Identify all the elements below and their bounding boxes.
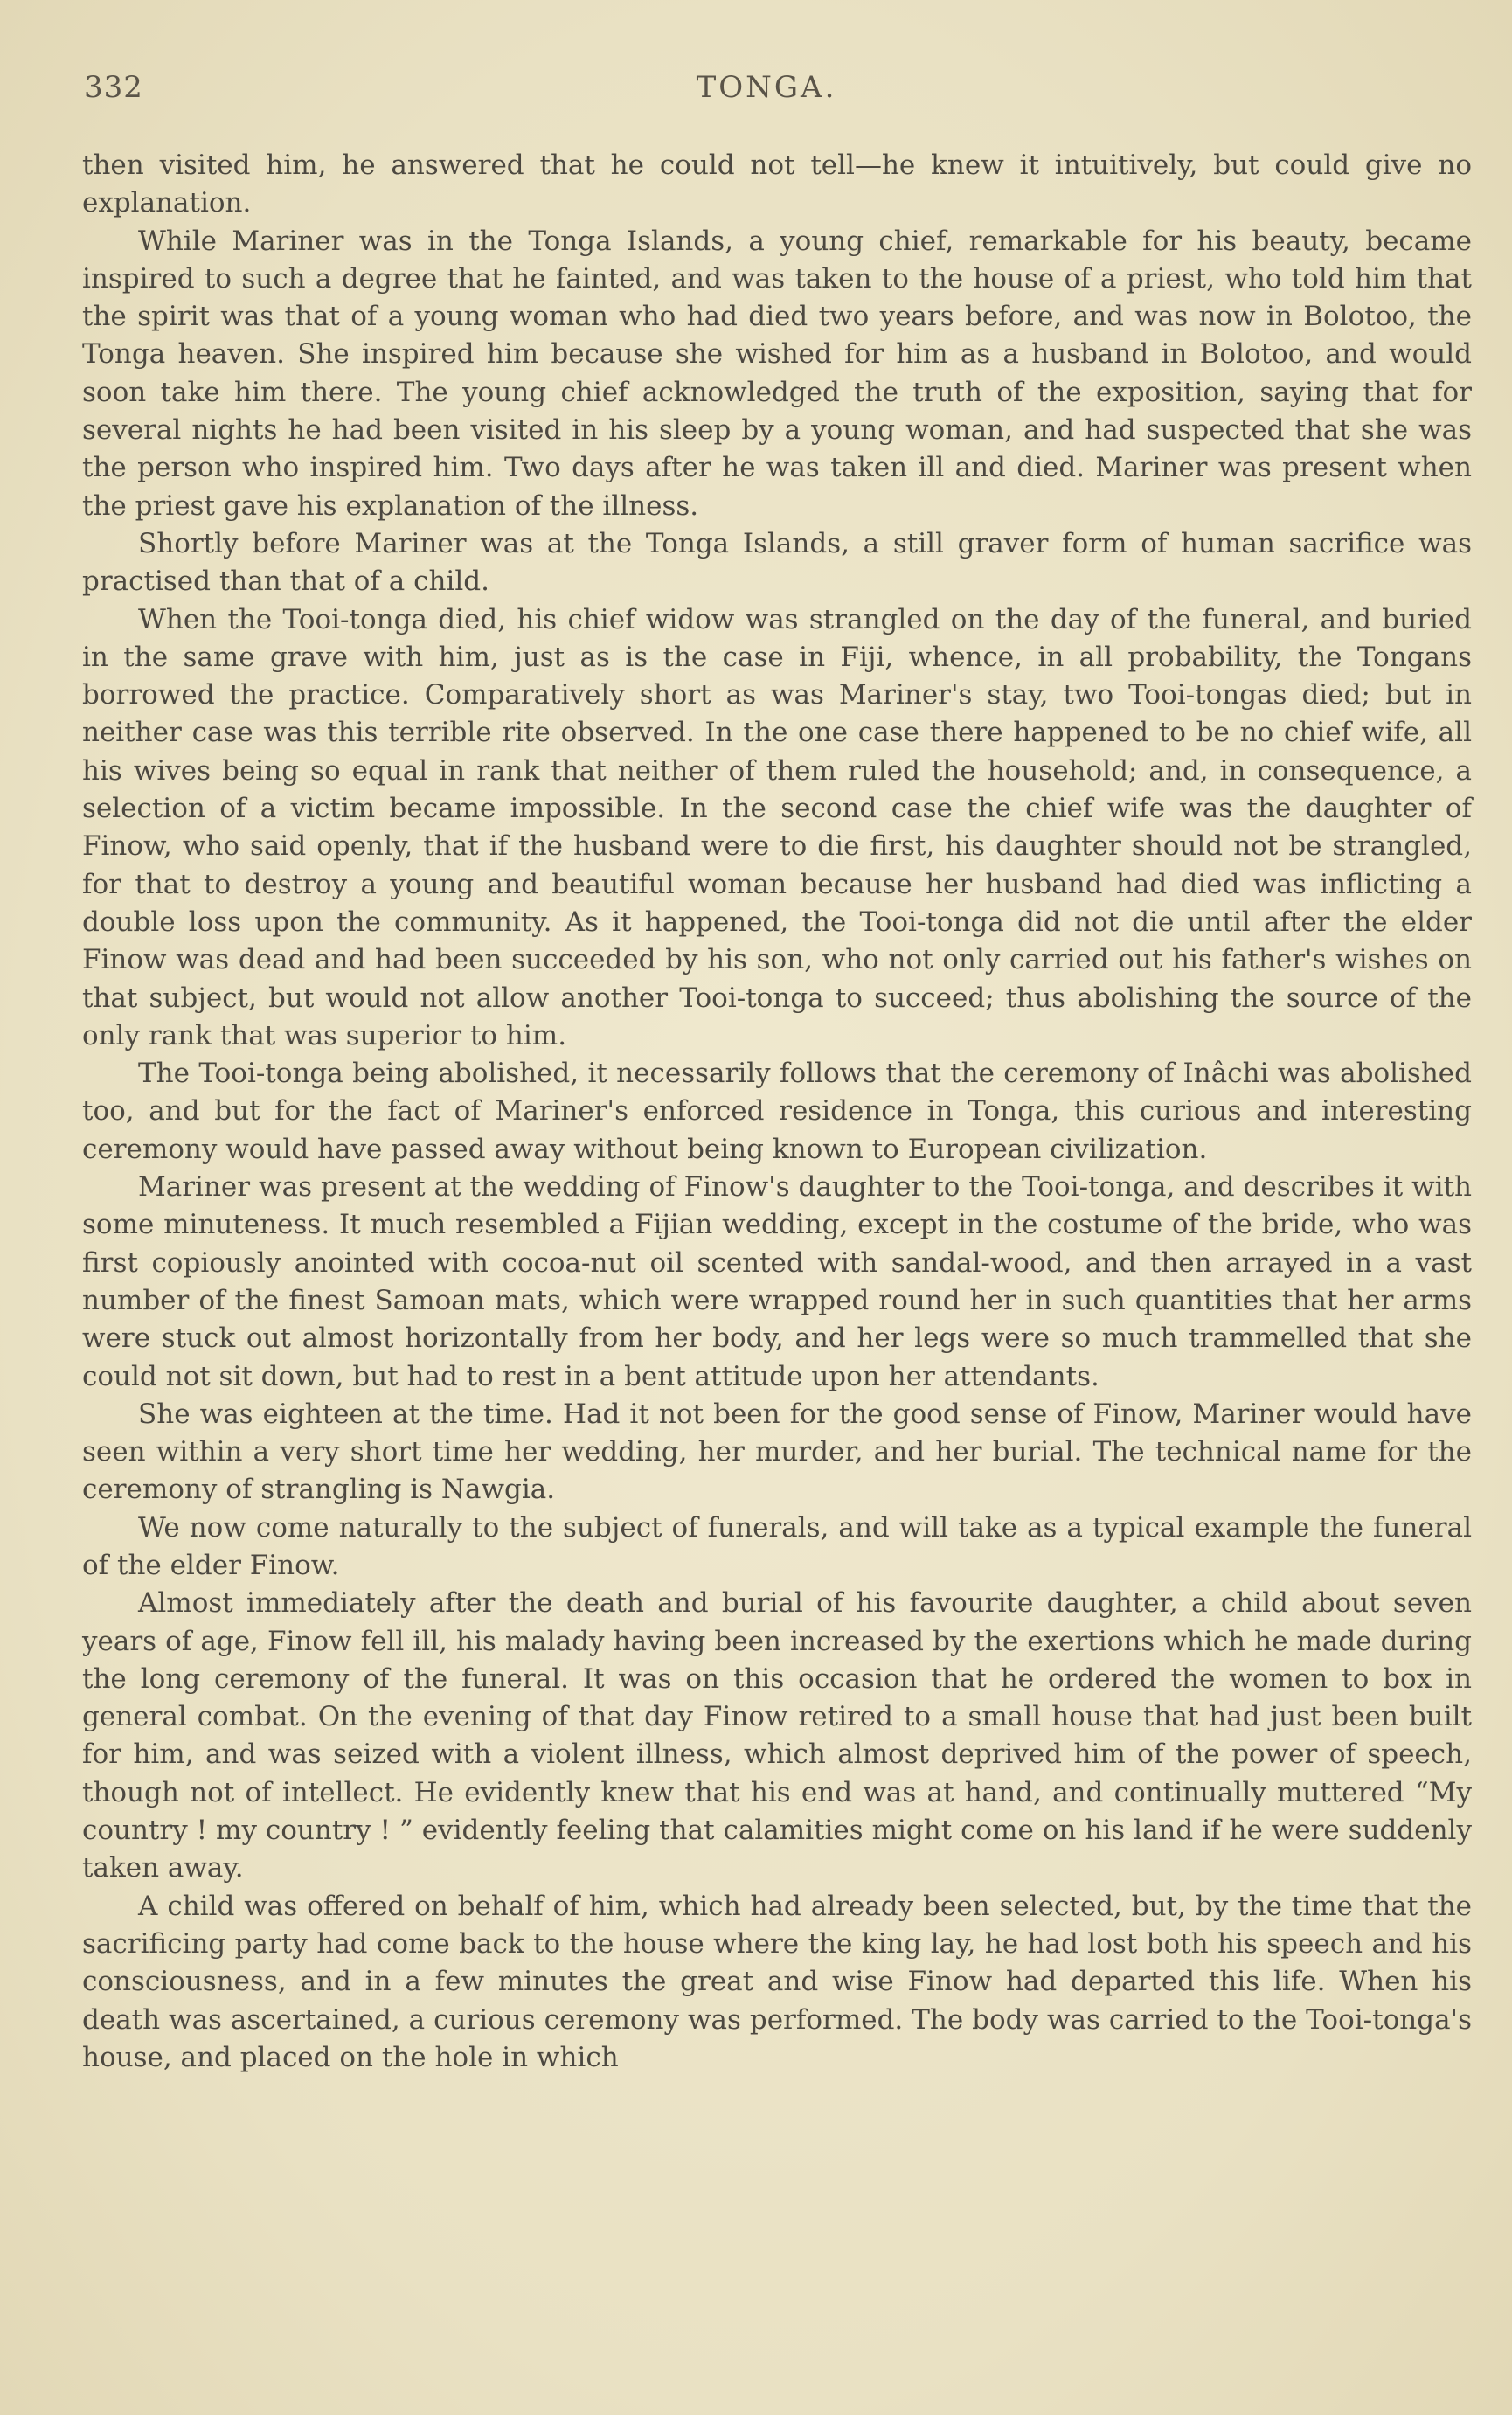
paragraph: Mariner was present at the wedding of Finow's daughter to the Tooi-tonga, and describes it with some minuteness. It much resembled a Fijian wedding, except in the costume of the bride, who was first copiously anointed with cocoa-nut oil scented with sandal-wood, and then arrayed in a vast number of the finest Samoan mats, which were wrapped round her in such quantities that her arms were stuck out almost horizontally from her body, and her legs were so much trammelled that she could not sit down, but had to rest in a bent attitude upon her attendants.	[82, 1171, 1472, 1392]
paragraph: The Tooi-tonga being abolished, it necessarily follows that the ceremony of Inâchi was abolished too, and but for the fact of Mariner's enforced residence in Tonga, this curious and interesting ceremony would have passed away without being known to European civilization.	[82, 1058, 1472, 1165]
paragraph: A child was offered on behalf of him, which had already been selected, but, by the time that the sacrificing party had come back to the house where the king lay, he had lost both his speech and his consciousness, and in a few minutes the great and wise Finow had departed this life. When his death was ascertained, a curious ceremony was performed. The body was carried to the Tooi-tonga's house, and placed on the hole in which	[82, 1890, 1472, 2073]
body-text	[82, 147, 1472, 2077]
paragraph: then visited him, he answered that he could not tell—he knew it intuitively, but could give no explanation.	[82, 149, 1472, 219]
paragraph: When the Tooi-tonga died, his chief widow was strangled on the day of the funeral, and buried in the same grave with him, just as is the case in Fiji, whence, in all probability, the Tongans borrowed the practice. Comparatively short as was Mariner's stay, two Tooi-tongas died; but in neither case was this terrible rite observed. In the one case there happened to be no chief wife, all his wives being so equal in rank that neither of them ruled the household; and, in consequence, a selection of a victim became impossible. In the second case the chief wife was the daughter of Finow, who said openly, that if the husband were to die first, his daughter should not be strangled, for that to destroy a young and beautiful woman because her husband had died was inflicting a double loss upon the community. As it happened, the Tooi-tonga did not die until after the elder Finow was dead and had been succeeded by his son, who not only carried out his father's wishes on that subject, but would not allow another Tooi-tonga to succeed; thus abolishing the source of the only rank that was superior to him.	[82, 603, 1472, 1051]
paragraph: While Mariner was in the Tonga Islands, a young chief, remarkable for his beauty, became inspired to such a degree that he fainted, and was taken to the house of a priest, who told him that the spirit was that of a young woman who had died two years before, and was now in Bolotoo, the Tonga heaven. She inspired him because she wished for him as a husband in Bolotoo, and would soon take him there. The young chief acknowledged the truth of the exposition, saying that for several nights he had been visited in his sleep by a young woman, and had suspected that she was the person who inspired him. Two days after he was taken ill and died. Mariner was present when the priest gave his explanation of the illness.	[82, 225, 1472, 522]
page-number: 332	[84, 70, 143, 105]
paragraph: Shortly before Mariner was at the Tonga Islands, a still graver form of human sacrifice was practised than that of a child.	[82, 527, 1472, 598]
running-head	[84, 70, 1449, 119]
paragraph: She was eighteen at the time. Had it not been for the good sense of Finow, Mariner would have seen within a very short time her wedding, her murder, and her burial. The technical name for the ceremony of strangling is Nawgia.	[82, 1398, 1472, 1506]
paragraph: Almost immediately after the death and burial of his favourite daughter, a child about seven years of age, Finow fell ill, his malady having been increased by the exertions which he made during the long ceremony of the funeral. It was on this occasion that he ordered the women to box in general combat. On the evening of that day Finow retired to a small house that had just been built for him, and was seized with a violent illness, which almost deprived him of the power of speech, though not of intellect. He evidently knew that his end was at hand, and continually muttered “My country ! my country ! ” evidently feeling that calamities might come on his land if he were suddenly taken away.	[82, 1587, 1472, 1884]
paragraph: We now come naturally to the subject of funerals, and will take as a typical example the funeral of the elder Finow.	[82, 1511, 1472, 1581]
running-title: TONGA.	[696, 70, 837, 105]
